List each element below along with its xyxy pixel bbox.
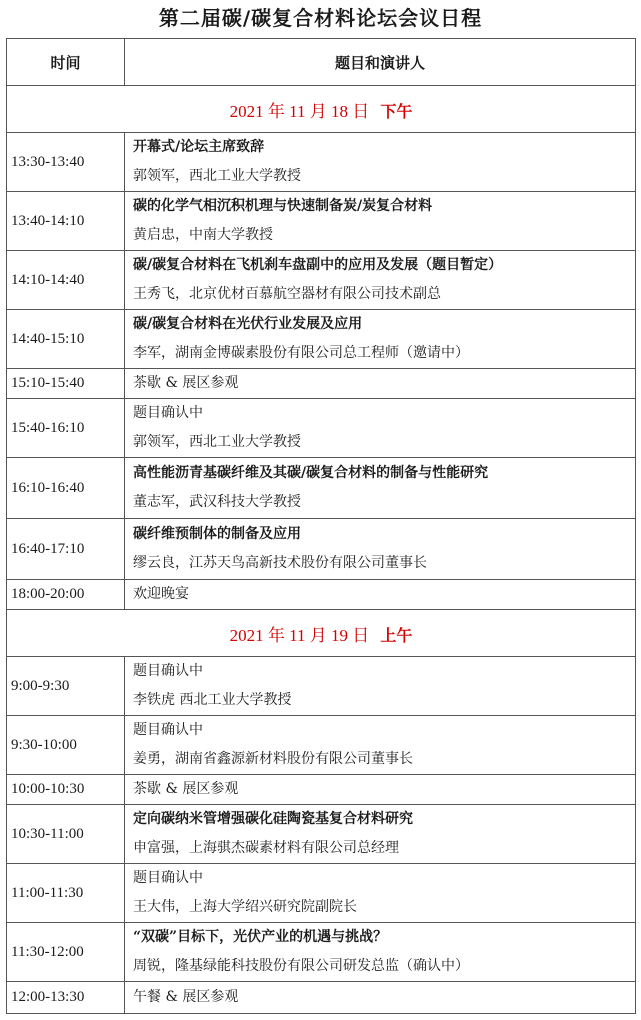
session-topic: 定向碳纳米管增强碳化硅陶瓷基复合材料研究 <box>133 811 413 827</box>
session-details <box>125 458 636 519</box>
session-speaker: 黄启忠，中南大学教授 <box>133 227 273 243</box>
session-speaker: 郭领军，西北工业大学教授 <box>133 434 301 450</box>
session-details <box>125 192 636 251</box>
session-details <box>125 775 636 805</box>
table-row <box>7 458 636 519</box>
table-row <box>7 251 636 310</box>
session-topic: 碳/碳复合材料在光伏行业发展及应用 <box>133 316 363 332</box>
session-time: 9:30-10:00 <box>7 716 125 775</box>
table-row <box>7 982 636 1014</box>
session-details <box>125 519 636 580</box>
table-row <box>7 133 636 192</box>
session-speaker: 王大伟，上海大学绍兴研究院副院长 <box>133 899 357 915</box>
day-header-row <box>7 86 636 133</box>
table-row <box>7 864 636 923</box>
session-time: 18:00-20:00 <box>7 580 125 610</box>
session-time: 10:00-10:30 <box>7 775 125 805</box>
session-topic: 茶歇 & 展区参观 <box>133 375 239 391</box>
session-speaker: 姜勇，湖南省鑫源新材料股份有限公司董事长 <box>133 751 413 767</box>
session-details <box>125 369 636 399</box>
session-topic: 题目确认中 <box>133 405 203 421</box>
table-row <box>7 519 636 580</box>
day-date: 2021 年 11 月 18 日 <box>229 101 370 121</box>
session-topic: “双碳”目标下，光伏产业的机遇与挑战？ <box>133 929 388 945</box>
day-period: 下午 <box>380 101 413 121</box>
session-details <box>125 251 636 310</box>
session-time: 16:10-16:40 <box>7 458 125 519</box>
session-details <box>125 716 636 775</box>
table-row <box>7 775 636 805</box>
session-time: 13:40-14:10 <box>7 192 125 251</box>
table-row <box>7 805 636 864</box>
session-topic: 碳/碳复合材料在飞机刹车盘副中的应用及发展（题目暂定） <box>133 257 503 273</box>
topic-column-header: 题目和演讲人 <box>125 39 636 86</box>
session-details <box>125 580 636 610</box>
day-header-row <box>7 610 636 657</box>
table-row <box>7 192 636 251</box>
session-details <box>125 923 636 982</box>
table-row <box>7 399 636 458</box>
day-header <box>7 610 636 657</box>
session-topic: 茶歇 & 展区参观 <box>133 781 239 797</box>
session-topic: 碳的化学气相沉积机理与快速制备炭/炭复合材料 <box>133 198 433 214</box>
session-topic: 题目确认中 <box>133 663 203 679</box>
session-details <box>125 657 636 716</box>
session-time: 10:30-11:00 <box>7 805 125 864</box>
session-time: 11:30-12:00 <box>7 923 125 982</box>
session-details <box>125 399 636 458</box>
session-speaker: 董志军，武汉科技大学教授 <box>133 494 301 510</box>
session-details <box>125 982 636 1014</box>
session-details <box>125 805 636 864</box>
time-column-header: 时间 <box>7 39 125 86</box>
day-header <box>7 86 636 133</box>
session-time: 12:00-13:30 <box>7 982 125 1014</box>
session-time: 11:00-11:30 <box>7 864 125 923</box>
session-topic: 碳纤维预制体的制备及应用 <box>133 526 301 542</box>
document-title: 第二届碳/碳复合材料论坛会议日程 <box>158 6 483 30</box>
session-speaker: 王秀飞，北京优材百慕航空器材有限公司技术副总 <box>133 286 441 302</box>
table-row <box>7 580 636 610</box>
session-speaker: 李铁虎 西北工业大学教授 <box>133 692 292 708</box>
session-time: 15:40-16:10 <box>7 399 125 458</box>
session-topic: 题目确认中 <box>133 870 203 886</box>
session-details <box>125 864 636 923</box>
table-row <box>7 657 636 716</box>
session-topic: 题目确认中 <box>133 722 203 738</box>
session-speaker: 周锐，隆基绿能科技股份有限公司研发总监（确认中） <box>133 958 469 974</box>
session-details <box>125 133 636 192</box>
session-time: 14:10-14:40 <box>7 251 125 310</box>
session-speaker: 李军，湖南金博碳素股份有限公司总工程师（邀请中） <box>133 345 469 361</box>
schedule-table <box>6 38 636 1014</box>
session-time: 9:00-9:30 <box>7 657 125 716</box>
session-time: 14:40-15:10 <box>7 310 125 369</box>
table-row <box>7 716 636 775</box>
table-header-row <box>7 39 636 86</box>
session-topic: 午餐 & 展区参观 <box>133 989 239 1005</box>
table-row <box>7 310 636 369</box>
table-row <box>7 923 636 982</box>
table-row <box>7 369 636 399</box>
session-time: 15:10-15:40 <box>7 369 125 399</box>
session-speaker: 申富强，上海骐杰碳素材料有限公司总经理 <box>133 840 399 856</box>
session-topic: 高性能沥青基碳纤维及其碳/碳复合材料的制备与性能研究 <box>133 465 489 481</box>
session-topic: 开幕式/论坛主席致辞 <box>133 139 265 155</box>
session-time: 13:30-13:40 <box>7 133 125 192</box>
session-speaker: 郭领军，西北工业大学教授 <box>133 168 301 184</box>
session-topic: 欢迎晚宴 <box>133 586 189 602</box>
session-details <box>125 310 636 369</box>
day-date: 2021 年 11 月 19 日 <box>229 625 370 645</box>
day-period: 上午 <box>380 625 413 645</box>
session-speaker: 缪云良，江苏天鸟高新技术股份有限公司董事长 <box>133 555 427 571</box>
session-time: 16:40-17:10 <box>7 519 125 580</box>
